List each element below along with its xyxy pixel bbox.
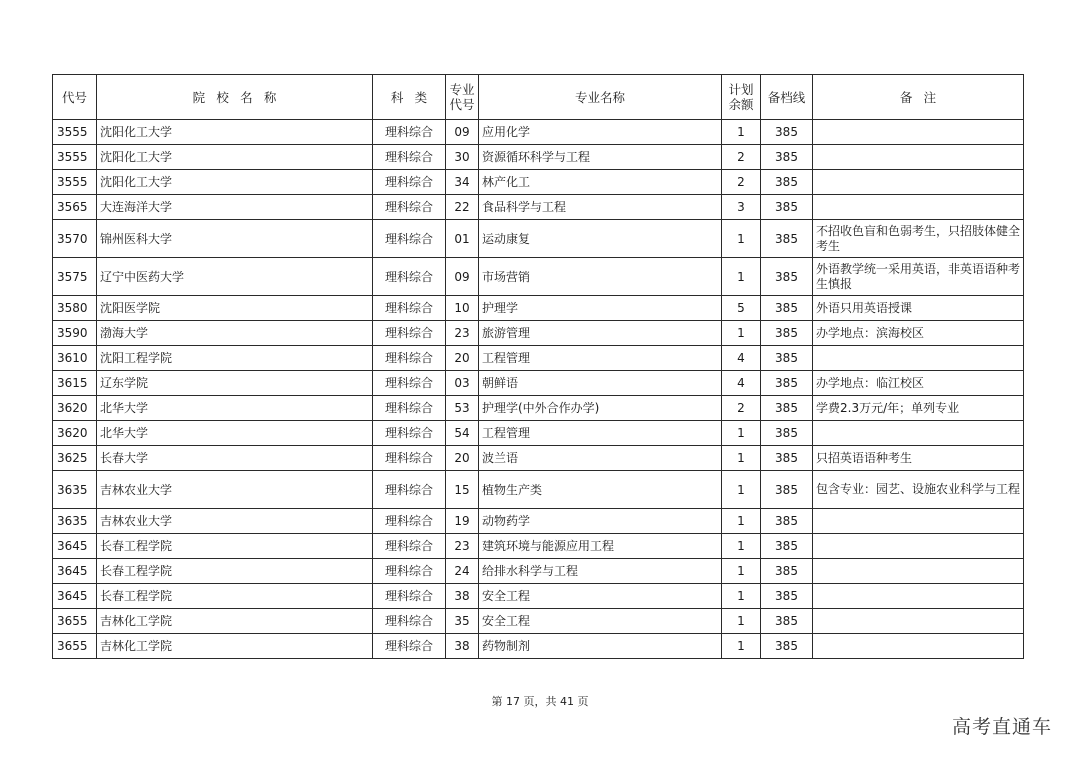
- header-remaining: 计划 余额: [722, 75, 761, 120]
- cell-major-code: 53: [446, 396, 479, 421]
- cell-major-code: 09: [446, 258, 479, 296]
- cell-remaining: 5: [722, 296, 761, 321]
- header-category: 科类: [373, 75, 446, 120]
- cell-category: 理科综合: [373, 471, 446, 509]
- cell-school: 吉林农业大学: [97, 471, 373, 509]
- cell-line: 385: [761, 509, 813, 534]
- cell-note: [813, 609, 1024, 634]
- cell-line: 385: [761, 421, 813, 446]
- table-row: [53, 634, 1024, 659]
- table-row: [53, 195, 1024, 220]
- cell-remaining: 2: [722, 170, 761, 195]
- cell-code: 3635: [53, 509, 97, 534]
- cell-note: 办学地点：滨海校区: [813, 321, 1024, 346]
- cell-school: 辽宁中医药大学: [97, 258, 373, 296]
- cell-school: 锦州医科大学: [97, 220, 373, 258]
- table-row: [53, 559, 1024, 584]
- cell-remaining: 3: [722, 195, 761, 220]
- cell-remaining: 1: [722, 509, 761, 534]
- cell-code: 3580: [53, 296, 97, 321]
- cell-line: 385: [761, 584, 813, 609]
- cell-school: 长春大学: [97, 446, 373, 471]
- cell-school: 北华大学: [97, 396, 373, 421]
- header-note: 备注: [813, 75, 1024, 120]
- table-row: [53, 609, 1024, 634]
- cell-line: 385: [761, 471, 813, 509]
- table-row: [53, 371, 1024, 396]
- cell-code: 3655: [53, 609, 97, 634]
- cell-school: 长春工程学院: [97, 559, 373, 584]
- table-row: [53, 120, 1024, 145]
- cell-line: 385: [761, 634, 813, 659]
- cell-line: 385: [761, 371, 813, 396]
- cell-major: 安全工程: [479, 609, 722, 634]
- cell-code: 3555: [53, 145, 97, 170]
- cell-major: 朝鲜语: [479, 371, 722, 396]
- cell-note: 包含专业：园艺、设施农业科学与工程: [813, 471, 1024, 509]
- page-footer: 第 17 页，共 41 页: [491, 695, 589, 708]
- cell-remaining: 1: [722, 220, 761, 258]
- header-code: 代号: [53, 75, 97, 120]
- cell-school: 吉林化工学院: [97, 634, 373, 659]
- cell-major-code: 38: [446, 584, 479, 609]
- cell-note: 外语只用英语授课: [813, 296, 1024, 321]
- cell-major: 植物生产类: [479, 471, 722, 509]
- cell-code: 3620: [53, 421, 97, 446]
- cell-remaining: 2: [722, 145, 761, 170]
- cell-school: 长春工程学院: [97, 534, 373, 559]
- cell-school: 吉林农业大学: [97, 509, 373, 534]
- cell-code: 3635: [53, 471, 97, 509]
- cell-remaining: 1: [722, 321, 761, 346]
- cell-note: [813, 534, 1024, 559]
- header-major-code: 专业 代号: [446, 75, 479, 120]
- cell-remaining: 1: [722, 120, 761, 145]
- cell-school: 辽东学院: [97, 371, 373, 396]
- cell-remaining: 4: [722, 346, 761, 371]
- cell-code: 3590: [53, 321, 97, 346]
- cell-note: 学费2.3万元/年；单列专业: [813, 396, 1024, 421]
- table-row: [53, 396, 1024, 421]
- cell-remaining: 1: [722, 258, 761, 296]
- cell-major: 市场营销: [479, 258, 722, 296]
- cell-note: [813, 584, 1024, 609]
- table-row: [53, 296, 1024, 321]
- cell-category: 理科综合: [373, 296, 446, 321]
- cell-major-code: 20: [446, 446, 479, 471]
- cell-remaining: 1: [722, 559, 761, 584]
- cell-category: 理科综合: [373, 258, 446, 296]
- cell-line: 385: [761, 145, 813, 170]
- cell-school: 沈阳化工大学: [97, 170, 373, 195]
- cell-remaining: 1: [722, 446, 761, 471]
- cell-major-code: 20: [446, 346, 479, 371]
- cell-category: 理科综合: [373, 396, 446, 421]
- cell-category: 理科综合: [373, 534, 446, 559]
- cell-school: 沈阳化工大学: [97, 120, 373, 145]
- table-header-row: [53, 75, 1024, 120]
- cell-line: 385: [761, 220, 813, 258]
- cell-line: 385: [761, 446, 813, 471]
- cell-major: 建筑环境与能源应用工程: [479, 534, 722, 559]
- cell-remaining: 1: [722, 634, 761, 659]
- cell-category: 理科综合: [373, 321, 446, 346]
- header-school: 院校名称: [97, 75, 373, 120]
- cell-major-code: 23: [446, 321, 479, 346]
- cell-line: 385: [761, 559, 813, 584]
- cell-category: 理科综合: [373, 145, 446, 170]
- cell-code: 3615: [53, 371, 97, 396]
- cell-major: 护理学(中外合作办学): [479, 396, 722, 421]
- cell-school: 沈阳医学院: [97, 296, 373, 321]
- cell-category: 理科综合: [373, 609, 446, 634]
- cell-school: 沈阳化工大学: [97, 145, 373, 170]
- cell-category: 理科综合: [373, 195, 446, 220]
- table-row: [53, 471, 1024, 509]
- table-row: [53, 220, 1024, 258]
- cell-category: 理科综合: [373, 371, 446, 396]
- cell-category: 理科综合: [373, 346, 446, 371]
- admission-table: [52, 74, 1024, 659]
- cell-note: 办学地点：临江校区: [813, 371, 1024, 396]
- cell-category: 理科综合: [373, 584, 446, 609]
- cell-school: 北华大学: [97, 421, 373, 446]
- cell-remaining: 2: [722, 396, 761, 421]
- cell-code: 3655: [53, 634, 97, 659]
- cell-note: 只招英语语种考生: [813, 446, 1024, 471]
- table-row: [53, 321, 1024, 346]
- table-row: [53, 421, 1024, 446]
- table-row: [53, 509, 1024, 534]
- cell-line: 385: [761, 346, 813, 371]
- table-row: [53, 258, 1024, 296]
- cell-category: 理科综合: [373, 509, 446, 534]
- cell-note: [813, 195, 1024, 220]
- cell-line: 385: [761, 120, 813, 145]
- cell-category: 理科综合: [373, 220, 446, 258]
- cell-note: [813, 634, 1024, 659]
- cell-major: 动物药学: [479, 509, 722, 534]
- cell-major: 食品科学与工程: [479, 195, 722, 220]
- cell-major: 安全工程: [479, 584, 722, 609]
- cell-note: [813, 421, 1024, 446]
- cell-code: 3575: [53, 258, 97, 296]
- cell-category: 理科综合: [373, 120, 446, 145]
- cell-category: 理科综合: [373, 170, 446, 195]
- cell-code: 3555: [53, 120, 97, 145]
- cell-major-code: 15: [446, 471, 479, 509]
- cell-school: 沈阳工程学院: [97, 346, 373, 371]
- cell-school: 大连海洋大学: [97, 195, 373, 220]
- cell-major-code: 01: [446, 220, 479, 258]
- cell-category: 理科综合: [373, 421, 446, 446]
- cell-note: 外语教学统一采用英语，非英语语种考生慎报: [813, 258, 1024, 296]
- cell-major: 波兰语: [479, 446, 722, 471]
- cell-category: 理科综合: [373, 634, 446, 659]
- cell-school: 吉林化工学院: [97, 609, 373, 634]
- cell-line: 385: [761, 396, 813, 421]
- cell-major-code: 24: [446, 559, 479, 584]
- cell-major: 给排水科学与工程: [479, 559, 722, 584]
- cell-code: 3565: [53, 195, 97, 220]
- table-row: [53, 534, 1024, 559]
- cell-remaining: 1: [722, 609, 761, 634]
- table-row: [53, 346, 1024, 371]
- cell-code: 3610: [53, 346, 97, 371]
- cell-note: [813, 170, 1024, 195]
- cell-major: 药物制剂: [479, 634, 722, 659]
- cell-major: 应用化学: [479, 120, 722, 145]
- cell-major-code: 34: [446, 170, 479, 195]
- table-row: [53, 584, 1024, 609]
- table-row: [53, 170, 1024, 195]
- cell-school: 长春工程学院: [97, 584, 373, 609]
- cell-remaining: 1: [722, 584, 761, 609]
- cell-line: 385: [761, 534, 813, 559]
- cell-school: 渤海大学: [97, 321, 373, 346]
- cell-major-code: 38: [446, 634, 479, 659]
- cell-major-code: 54: [446, 421, 479, 446]
- cell-line: 385: [761, 195, 813, 220]
- cell-note: 不招收色盲和色弱考生，只招肢体健全考生: [813, 220, 1024, 258]
- header-major: 专业名称: [479, 75, 722, 120]
- cell-code: 3645: [53, 534, 97, 559]
- cell-note: [813, 559, 1024, 584]
- cell-category: 理科综合: [373, 559, 446, 584]
- table-row: [53, 145, 1024, 170]
- cell-remaining: 1: [722, 534, 761, 559]
- cell-major-code: 30: [446, 145, 479, 170]
- cell-major: 工程管理: [479, 346, 722, 371]
- cell-note: [813, 346, 1024, 371]
- cell-code: 3645: [53, 559, 97, 584]
- cell-major: 运动康复: [479, 220, 722, 258]
- cell-note: [813, 509, 1024, 534]
- cell-remaining: 1: [722, 471, 761, 509]
- header-line: 备档线: [761, 75, 813, 120]
- cell-line: 385: [761, 321, 813, 346]
- cell-line: 385: [761, 258, 813, 296]
- cell-code: 3625: [53, 446, 97, 471]
- cell-major-code: 35: [446, 609, 479, 634]
- cell-code: 3620: [53, 396, 97, 421]
- cell-major-code: 09: [446, 120, 479, 145]
- cell-major-code: 10: [446, 296, 479, 321]
- watermark-logo: 高考直通车: [951, 716, 1052, 738]
- cell-major: 旅游管理: [479, 321, 722, 346]
- cell-category: 理科综合: [373, 446, 446, 471]
- cell-note: [813, 120, 1024, 145]
- cell-note: [813, 145, 1024, 170]
- cell-remaining: 4: [722, 371, 761, 396]
- cell-major-code: 03: [446, 371, 479, 396]
- cell-line: 385: [761, 609, 813, 634]
- cell-line: 385: [761, 296, 813, 321]
- cell-code: 3555: [53, 170, 97, 195]
- cell-line: 385: [761, 170, 813, 195]
- cell-major: 护理学: [479, 296, 722, 321]
- cell-major-code: 23: [446, 534, 479, 559]
- cell-major: 资源循环科学与工程: [479, 145, 722, 170]
- cell-major-code: 19: [446, 509, 479, 534]
- cell-code: 3570: [53, 220, 97, 258]
- cell-code: 3645: [53, 584, 97, 609]
- cell-major: 工程管理: [479, 421, 722, 446]
- cell-remaining: 1: [722, 421, 761, 446]
- table-row: [53, 446, 1024, 471]
- cell-major: 林产化工: [479, 170, 722, 195]
- cell-major-code: 22: [446, 195, 479, 220]
